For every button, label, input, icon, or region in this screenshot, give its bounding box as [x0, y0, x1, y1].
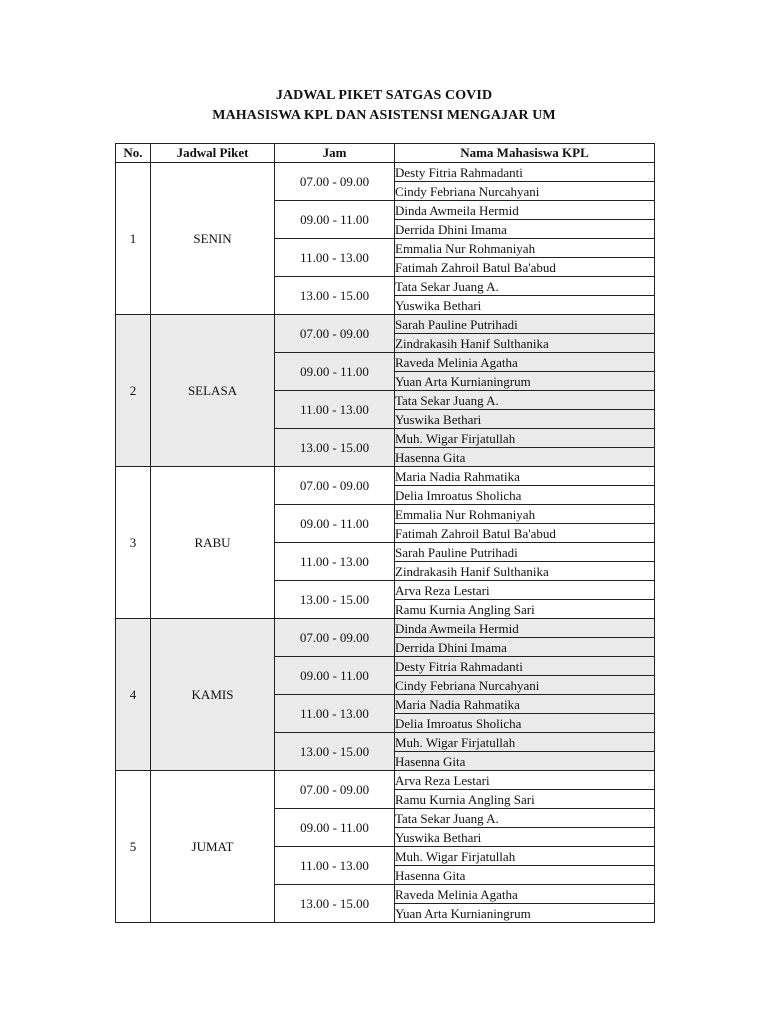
time-slot-cell: 13.00 - 15.00	[275, 277, 395, 315]
student-name-cell: Muh. Wigar Firjatullah	[395, 847, 655, 866]
student-name-cell: Zindrakasih Hanif Sulthanika	[395, 562, 655, 581]
row-number-cell: 4	[116, 619, 151, 771]
student-name-cell: Zindrakasih Hanif Sulthanika	[395, 334, 655, 353]
student-name-cell: Yuan Arta Kurnianingrum	[395, 904, 655, 923]
student-name-cell: Dinda Awmeila Hermid	[395, 201, 655, 220]
student-name-cell: Derrida Dhini Imama	[395, 638, 655, 657]
title-line-1: JADWAL PIKET SATGAS COVID	[275, 88, 493, 103]
student-name-cell: Hasenna Gita	[395, 448, 655, 467]
student-name-cell: Hasenna Gita	[395, 866, 655, 885]
student-name-cell: Arva Reza Lestari	[395, 581, 655, 600]
table-row	[116, 163, 655, 182]
header-day: Jadwal Piket	[151, 144, 275, 163]
student-name-cell: Ramu Kurnia Angling Sari	[395, 790, 655, 809]
student-name-cell: Dinda Awmeila Hermid	[395, 619, 655, 638]
student-name-cell: Raveda Melinia Agatha	[395, 885, 655, 904]
time-slot-cell: 11.00 - 13.00	[275, 239, 395, 277]
title-line-2: MAHASISWA KPL DAN ASISTENSI MENGAJAR UM	[212, 108, 556, 123]
header-time: Jam	[275, 144, 395, 163]
table-row	[116, 619, 655, 638]
table-row	[116, 771, 655, 790]
student-name-cell: Emmalia Nur Rohmaniyah	[395, 505, 655, 524]
student-name-cell: Fatimah Zahroil Batul Ba'abud	[395, 524, 655, 543]
student-name-cell: Yuswika Bethari	[395, 410, 655, 429]
student-name-cell: Desty Fitria Rahmadanti	[395, 657, 655, 676]
student-name-cell: Yuswika Bethari	[395, 296, 655, 315]
student-name-cell: Arva Reza Lestari	[395, 771, 655, 790]
time-slot-cell: 11.00 - 13.00	[275, 695, 395, 733]
time-slot-cell: 11.00 - 13.00	[275, 543, 395, 581]
time-slot-cell: 13.00 - 15.00	[275, 429, 395, 467]
row-number-cell: 3	[116, 467, 151, 619]
day-cell: JUMAT	[151, 771, 275, 923]
student-name-cell: Emmalia Nur Rohmaniyah	[395, 239, 655, 258]
student-name-cell: Raveda Melinia Agatha	[395, 353, 655, 372]
time-slot-cell: 09.00 - 11.00	[275, 809, 395, 847]
time-slot-cell: 07.00 - 09.00	[275, 619, 395, 657]
time-slot-cell: 07.00 - 09.00	[275, 163, 395, 201]
time-slot-cell: 09.00 - 11.00	[275, 353, 395, 391]
student-name-cell: Desty Fitria Rahmadanti	[395, 163, 655, 182]
time-slot-cell: 07.00 - 09.00	[275, 771, 395, 809]
header-name: Nama Mahasiswa KPL	[395, 144, 655, 163]
table-row	[116, 467, 655, 486]
time-slot-cell: 11.00 - 13.00	[275, 391, 395, 429]
time-slot-cell: 13.00 - 15.00	[275, 885, 395, 923]
schedule-table	[115, 143, 655, 923]
student-name-cell: Maria Nadia Rahmatika	[395, 695, 655, 714]
student-name-cell: Yuswika Bethari	[395, 828, 655, 847]
time-slot-cell: 07.00 - 09.00	[275, 315, 395, 353]
student-name-cell: Delia Imroatus Sholicha	[395, 714, 655, 733]
table-body	[116, 163, 655, 923]
time-slot-cell: 09.00 - 11.00	[275, 505, 395, 543]
student-name-cell: Sarah Pauline Putrihadi	[395, 543, 655, 562]
student-name-cell: Muh. Wigar Firjatullah	[395, 733, 655, 752]
student-name-cell: Tata Sekar Juang A.	[395, 277, 655, 296]
student-name-cell: Hasenna Gita	[395, 752, 655, 771]
table-header-row	[116, 144, 655, 163]
document-title	[0, 86, 768, 126]
header-no: No.	[116, 144, 151, 163]
row-number-cell: 5	[116, 771, 151, 923]
student-name-cell: Delia Imroatus Sholicha	[395, 486, 655, 505]
student-name-cell: Yuan Arta Kurnianingrum	[395, 372, 655, 391]
day-cell: KAMIS	[151, 619, 275, 771]
time-slot-cell: 13.00 - 15.00	[275, 581, 395, 619]
student-name-cell: Cindy Febriana Nurcahyani	[395, 182, 655, 201]
student-name-cell: Fatimah Zahroil Batul Ba'abud	[395, 258, 655, 277]
student-name-cell: Tata Sekar Juang A.	[395, 809, 655, 828]
student-name-cell: Tata Sekar Juang A.	[395, 391, 655, 410]
student-name-cell: Maria Nadia Rahmatika	[395, 467, 655, 486]
day-cell: RABU	[151, 467, 275, 619]
table-row	[116, 315, 655, 334]
student-name-cell: Ramu Kurnia Angling Sari	[395, 600, 655, 619]
time-slot-cell: 11.00 - 13.00	[275, 847, 395, 885]
student-name-cell: Sarah Pauline Putrihadi	[395, 315, 655, 334]
row-number-cell: 1	[116, 163, 151, 315]
day-cell: SENIN	[151, 163, 275, 315]
day-cell: SELASA	[151, 315, 275, 467]
row-number-cell: 2	[116, 315, 151, 467]
student-name-cell: Muh. Wigar Firjatullah	[395, 429, 655, 448]
time-slot-cell: 09.00 - 11.00	[275, 201, 395, 239]
student-name-cell: Derrida Dhini Imama	[395, 220, 655, 239]
student-name-cell: Cindy Febriana Nurcahyani	[395, 676, 655, 695]
time-slot-cell: 07.00 - 09.00	[275, 467, 395, 505]
time-slot-cell: 09.00 - 11.00	[275, 657, 395, 695]
time-slot-cell: 13.00 - 15.00	[275, 733, 395, 771]
